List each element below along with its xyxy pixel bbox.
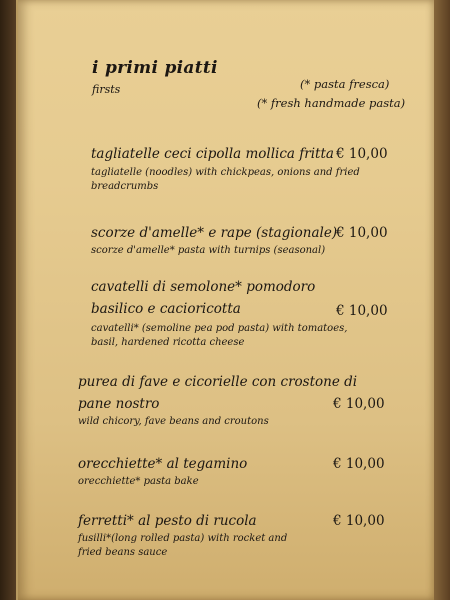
item-description: cavatelli* (semoline pea pod pasta) with tomatoes, bbox=[91, 323, 348, 334]
item-price: € 10,00 bbox=[333, 456, 385, 472]
item-description: breadcrumbs bbox=[91, 181, 159, 192]
item-name: orecchiette* al tegamino bbox=[78, 456, 248, 472]
section-subtitle: firsts bbox=[92, 83, 121, 96]
item-name-continued: basilico e cacioricotta bbox=[91, 301, 241, 317]
item-price: € 10,00 bbox=[336, 225, 388, 241]
item-price: € 10,00 bbox=[333, 513, 385, 529]
item-description: fried beans sauce bbox=[78, 547, 168, 558]
item-description: wild chicory, fave beans and croutons bbox=[78, 416, 269, 427]
item-name: cavatelli di semolone* pomodoro bbox=[91, 279, 316, 295]
item-description: fusilli*(long rolled pasta) with rocket and bbox=[78, 533, 288, 544]
item-name: purea di fave e cicorielle con crostone di bbox=[78, 374, 358, 390]
item-description: tagliatelle (noodles) with chickpeas, onions and fried bbox=[91, 167, 360, 178]
fresh-pasta-note-english: (* fresh handmade pasta) bbox=[257, 96, 406, 110]
item-name-continued: pane nostro bbox=[78, 396, 160, 412]
item-price: € 10,00 bbox=[336, 303, 388, 319]
book-page-edge bbox=[432, 0, 450, 600]
item-description: scorze d'amelle* pasta with turnips (seasonal) bbox=[91, 245, 326, 256]
item-name: ferretti* al pesto di rucola bbox=[78, 513, 257, 529]
fresh-pasta-note-italian: (* pasta fresca) bbox=[300, 77, 390, 91]
item-name: scorze d'amelle* e rape (stagionale) bbox=[91, 225, 338, 241]
item-price: € 10,00 bbox=[333, 396, 385, 412]
item-name: tagliatelle ceci cipolla mollica fritta bbox=[91, 146, 334, 162]
section-title: i primi piatti bbox=[92, 58, 218, 78]
item-price: € 10,00 bbox=[336, 146, 388, 162]
item-description: orecchiette* pasta bake bbox=[78, 476, 199, 487]
item-description: basil, hardened ricotta cheese bbox=[91, 337, 245, 348]
